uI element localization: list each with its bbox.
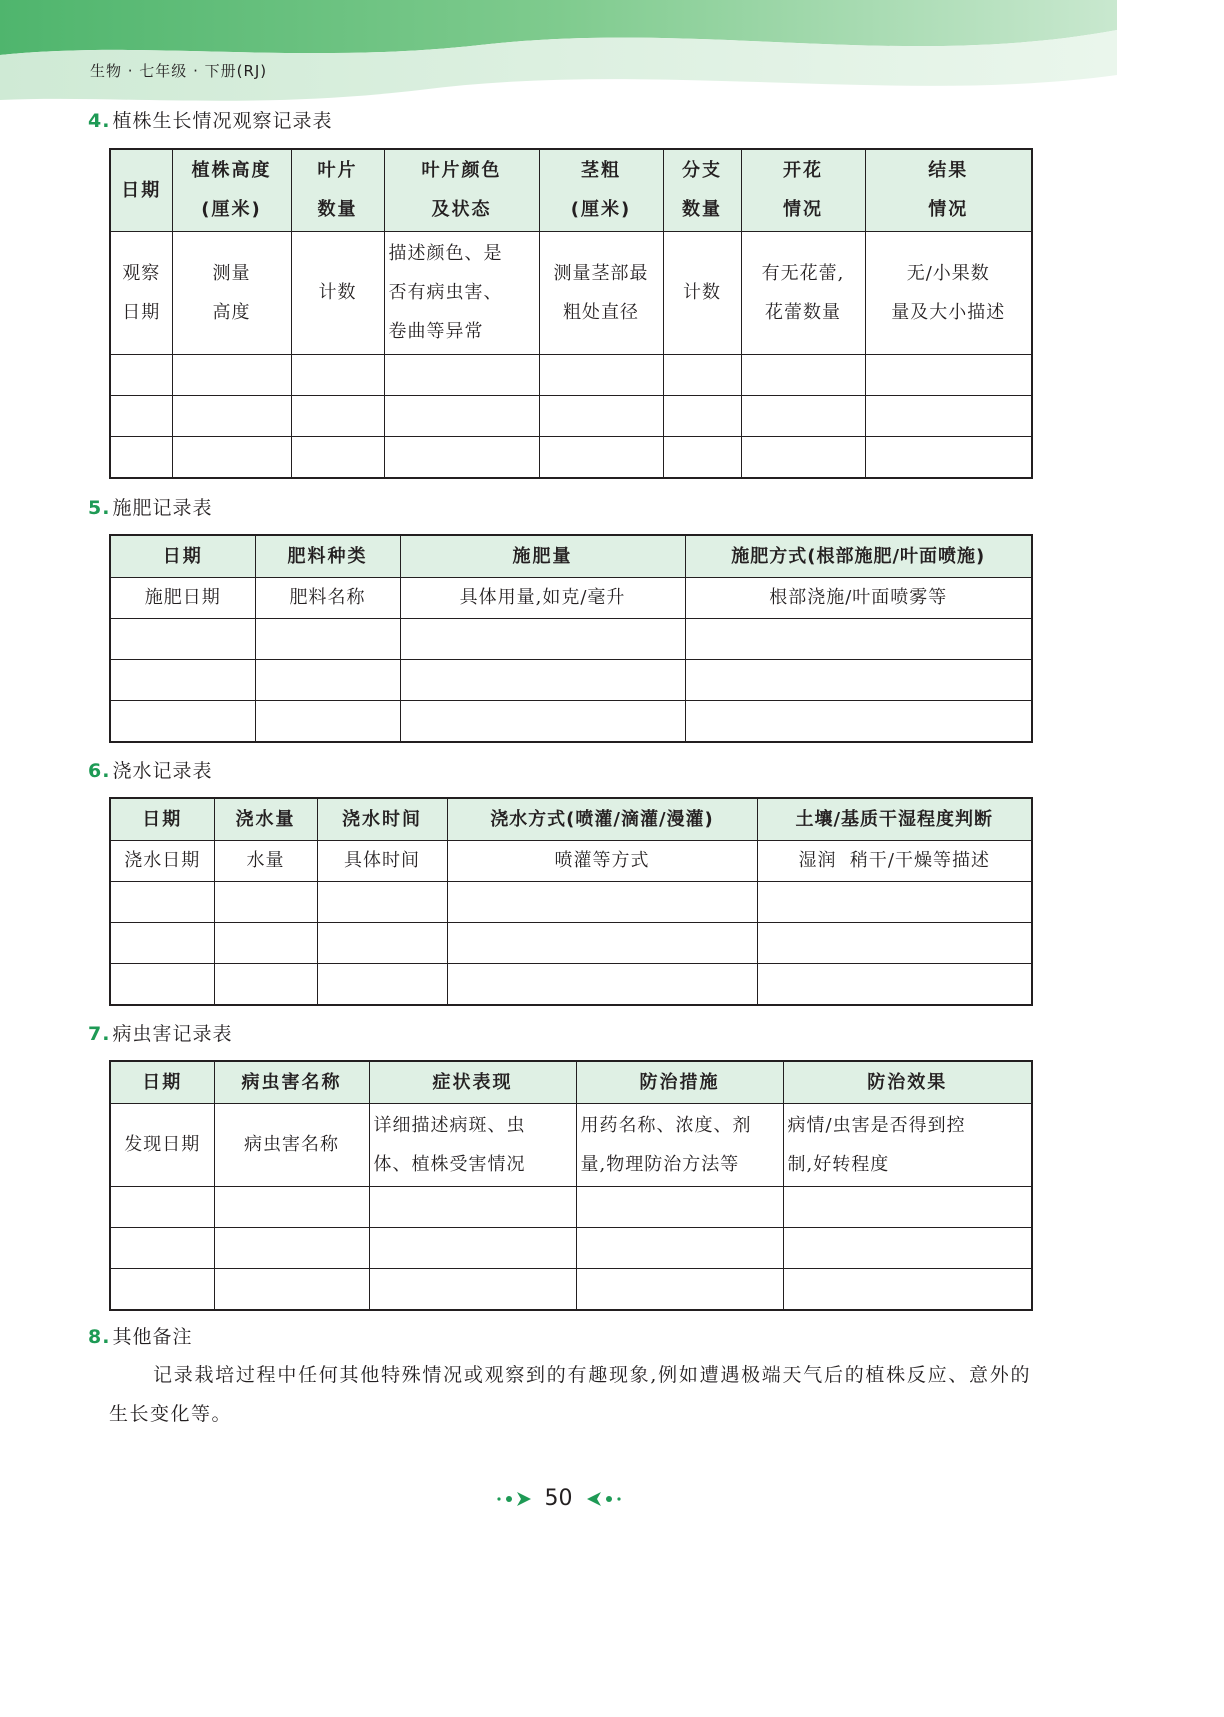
header-cell: 日期: [110, 149, 172, 231]
header-cell: 施肥方式(根部施肥/叶面喷施): [685, 535, 1032, 577]
entry-cell[interactable]: [369, 1268, 576, 1310]
header-cell: 日期: [110, 798, 214, 840]
header-cell: 植株高度 (厘米): [172, 149, 291, 231]
entry-cell[interactable]: [369, 1227, 576, 1268]
header-cell: 浇水量: [214, 798, 317, 840]
header-cell: 施肥量: [400, 535, 685, 577]
entry-cell[interactable]: [865, 395, 1032, 436]
entry-cell[interactable]: [384, 354, 539, 395]
entry-cell[interactable]: [110, 618, 255, 659]
running-head: 生物 · 七年级 · 下册(RJ): [90, 62, 268, 80]
header-cell: 茎粗 (厘米): [539, 149, 663, 231]
section-number: 7.: [88, 1023, 111, 1045]
entry-cell[interactable]: [110, 1268, 214, 1310]
header-cell: 症状表现: [369, 1061, 576, 1103]
pest-disease-table: [109, 1060, 1033, 1311]
entry-cell[interactable]: [214, 881, 317, 922]
blank-row: [110, 1186, 1032, 1227]
entry-cell[interactable]: [685, 659, 1032, 700]
header-cell: 分支 数量: [663, 149, 741, 231]
guide-cell: 有无花蕾, 花蕾数量: [741, 231, 865, 354]
header-cell: 土壤/基质干湿程度判断: [757, 798, 1032, 840]
guide-cell: 病情/虫害是否得到控 制,好转程度: [783, 1103, 1032, 1186]
header-cell: 病虫害名称: [214, 1061, 369, 1103]
entry-cell[interactable]: [539, 395, 663, 436]
guide-cell: 测量 高度: [172, 231, 291, 354]
section-number: 6.: [88, 760, 111, 782]
table-header-row: [110, 1061, 1032, 1103]
entry-cell[interactable]: [663, 395, 741, 436]
entry-cell[interactable]: [685, 700, 1032, 742]
entry-cell[interactable]: [214, 1186, 369, 1227]
guide-cell: 根部浇施/叶面喷雾等: [685, 577, 1032, 618]
guide-cell: 湿润 稍干/干燥等描述: [757, 840, 1032, 881]
entry-cell[interactable]: [741, 395, 865, 436]
header-cell: 防治措施: [576, 1061, 783, 1103]
entry-cell[interactable]: [685, 618, 1032, 659]
entry-cell[interactable]: [291, 436, 384, 478]
guide-cell: 肥料名称: [255, 577, 400, 618]
entry-cell[interactable]: [400, 659, 685, 700]
guide-row: [110, 577, 1032, 618]
entry-cell[interactable]: [255, 659, 400, 700]
entry-cell[interactable]: [110, 963, 214, 1005]
guide-cell: 测量茎部最 粗处直径: [539, 231, 663, 354]
section-title-text: 病虫害记录表: [112, 1023, 233, 1045]
entry-cell[interactable]: [214, 1268, 369, 1310]
table-header-row: [110, 798, 1032, 840]
section-number: 4.: [88, 110, 111, 132]
blank-row: [110, 1227, 1032, 1268]
entry-cell[interactable]: [384, 436, 539, 478]
entry-cell[interactable]: [214, 963, 317, 1005]
guide-cell: 观察 日期: [110, 231, 172, 354]
guide-cell: 用药名称、浓度、剂 量,物理防治方法等: [576, 1103, 783, 1186]
growth-observation-table: [109, 148, 1033, 479]
header-cell: 肥料种类: [255, 535, 400, 577]
guide-row: [110, 840, 1032, 881]
header-cell: 日期: [110, 535, 255, 577]
page-number: 50: [544, 1486, 573, 1511]
entry-cell[interactable]: [317, 881, 447, 922]
entry-cell[interactable]: [865, 436, 1032, 478]
guide-cell: 计数: [663, 231, 741, 354]
guide-cell: 描述颜色、是 否有病虫害、 卷曲等异常: [384, 231, 539, 354]
entry-cell[interactable]: [757, 922, 1032, 963]
entry-cell[interactable]: [255, 700, 400, 742]
guide-cell: 发现日期: [110, 1103, 214, 1186]
entry-cell[interactable]: [110, 881, 214, 922]
entry-cell[interactable]: [783, 1227, 1032, 1268]
entry-cell[interactable]: [110, 700, 255, 742]
entry-cell[interactable]: [172, 354, 291, 395]
section-number: 8.: [88, 1326, 111, 1348]
blank-row: [110, 436, 1032, 478]
guide-cell: 浇水日期: [110, 840, 214, 881]
entry-cell[interactable]: [172, 395, 291, 436]
section-5-title: [88, 493, 212, 520]
left-arrow-ornament-icon: [583, 1491, 623, 1507]
blank-row: [110, 1268, 1032, 1310]
header-cell: 浇水时间: [317, 798, 447, 840]
blank-row: [110, 354, 1032, 395]
guide-cell: 病虫害名称: [214, 1103, 369, 1186]
section-title-text: 浇水记录表: [112, 760, 213, 782]
entry-cell[interactable]: [317, 963, 447, 1005]
guide-row: [110, 1103, 1032, 1186]
guide-cell: 施肥日期: [110, 577, 255, 618]
header-banner: [0, 0, 1117, 110]
entry-cell[interactable]: [110, 659, 255, 700]
entry-cell[interactable]: [214, 922, 317, 963]
page-number-footer: [0, 1486, 1117, 1513]
guide-cell: 具体用量,如克/毫升: [400, 577, 685, 618]
entry-cell[interactable]: [741, 436, 865, 478]
entry-cell[interactable]: [110, 1227, 214, 1268]
guide-cell: 喷灌等方式: [447, 840, 757, 881]
section-title-text: 植株生长情况观察记录表: [112, 110, 333, 132]
entry-cell[interactable]: [400, 618, 685, 659]
blank-row: [110, 700, 1032, 742]
entry-cell[interactable]: [369, 1186, 576, 1227]
guide-cell: 详细描述病斑、虫 体、植株受害情况: [369, 1103, 576, 1186]
entry-cell[interactable]: [757, 963, 1032, 1005]
entry-cell[interactable]: [110, 1186, 214, 1227]
entry-cell[interactable]: [214, 1227, 369, 1268]
entry-cell[interactable]: [865, 354, 1032, 395]
blank-row: [110, 922, 1032, 963]
section-number: 5.: [88, 497, 111, 519]
header-cell: 结果 情况: [865, 149, 1032, 231]
entry-cell[interactable]: [291, 354, 384, 395]
entry-cell[interactable]: [447, 922, 757, 963]
guide-cell: 计数: [291, 231, 384, 354]
entry-cell[interactable]: [663, 436, 741, 478]
entry-cell[interactable]: [757, 881, 1032, 922]
entry-cell[interactable]: [539, 436, 663, 478]
entry-cell[interactable]: [384, 395, 539, 436]
header-cell: 叶片 数量: [291, 149, 384, 231]
entry-cell[interactable]: [576, 1227, 783, 1268]
guide-row: [110, 231, 1032, 354]
header-cell: 日期: [110, 1061, 214, 1103]
entry-cell[interactable]: [741, 354, 865, 395]
entry-cell[interactable]: [110, 354, 172, 395]
guide-cell: 无/小果数 量及大小描述: [865, 231, 1032, 354]
table-header-row: [110, 535, 1032, 577]
watering-table: [109, 797, 1033, 1006]
entry-cell[interactable]: [447, 881, 757, 922]
header-cell: 防治效果: [783, 1061, 1032, 1103]
blank-row: [110, 881, 1032, 922]
entry-cell[interactable]: [317, 922, 447, 963]
header-cell: 开花 情况: [741, 149, 865, 231]
notes-paragraph: 记录栽培过程中任何其他特殊情况或观察到的有趣现象,例如遭遇极端天气后的植株反应、意外的生长变化等。: [109, 1364, 1031, 1425]
section-7-title: [88, 1019, 232, 1046]
section-title-text: 施肥记录表: [112, 497, 213, 519]
entry-cell[interactable]: [783, 1268, 1032, 1310]
section-6-title: [88, 756, 212, 783]
section-title-text: 其他备注: [112, 1326, 193, 1348]
entry-cell[interactable]: [783, 1186, 1032, 1227]
section-4-title: [88, 106, 332, 133]
entry-cell[interactable]: [291, 395, 384, 436]
guide-cell: 水量: [214, 840, 317, 881]
fertilizing-table: [109, 534, 1033, 743]
section-8-title: [88, 1322, 192, 1349]
entry-cell[interactable]: [447, 963, 757, 1005]
entry-cell[interactable]: [576, 1186, 783, 1227]
entry-cell[interactable]: [110, 436, 172, 478]
entry-cell[interactable]: [110, 922, 214, 963]
entry-cell[interactable]: [110, 395, 172, 436]
header-cell: 浇水方式(喷灌/滴灌/漫灌): [447, 798, 757, 840]
table-header-row: [110, 149, 1032, 231]
entry-cell[interactable]: [172, 436, 291, 478]
entry-cell[interactable]: [539, 354, 663, 395]
right-arrow-ornament-icon: [495, 1491, 535, 1507]
entry-cell[interactable]: [576, 1268, 783, 1310]
blank-row: [110, 395, 1032, 436]
blank-row: [110, 659, 1032, 700]
blank-row: [110, 963, 1032, 1005]
entry-cell[interactable]: [400, 700, 685, 742]
blank-row: [110, 618, 1032, 659]
entry-cell[interactable]: [663, 354, 741, 395]
guide-cell: 具体时间: [317, 840, 447, 881]
header-cell: 叶片颜色 及状态: [384, 149, 539, 231]
entry-cell[interactable]: [255, 618, 400, 659]
